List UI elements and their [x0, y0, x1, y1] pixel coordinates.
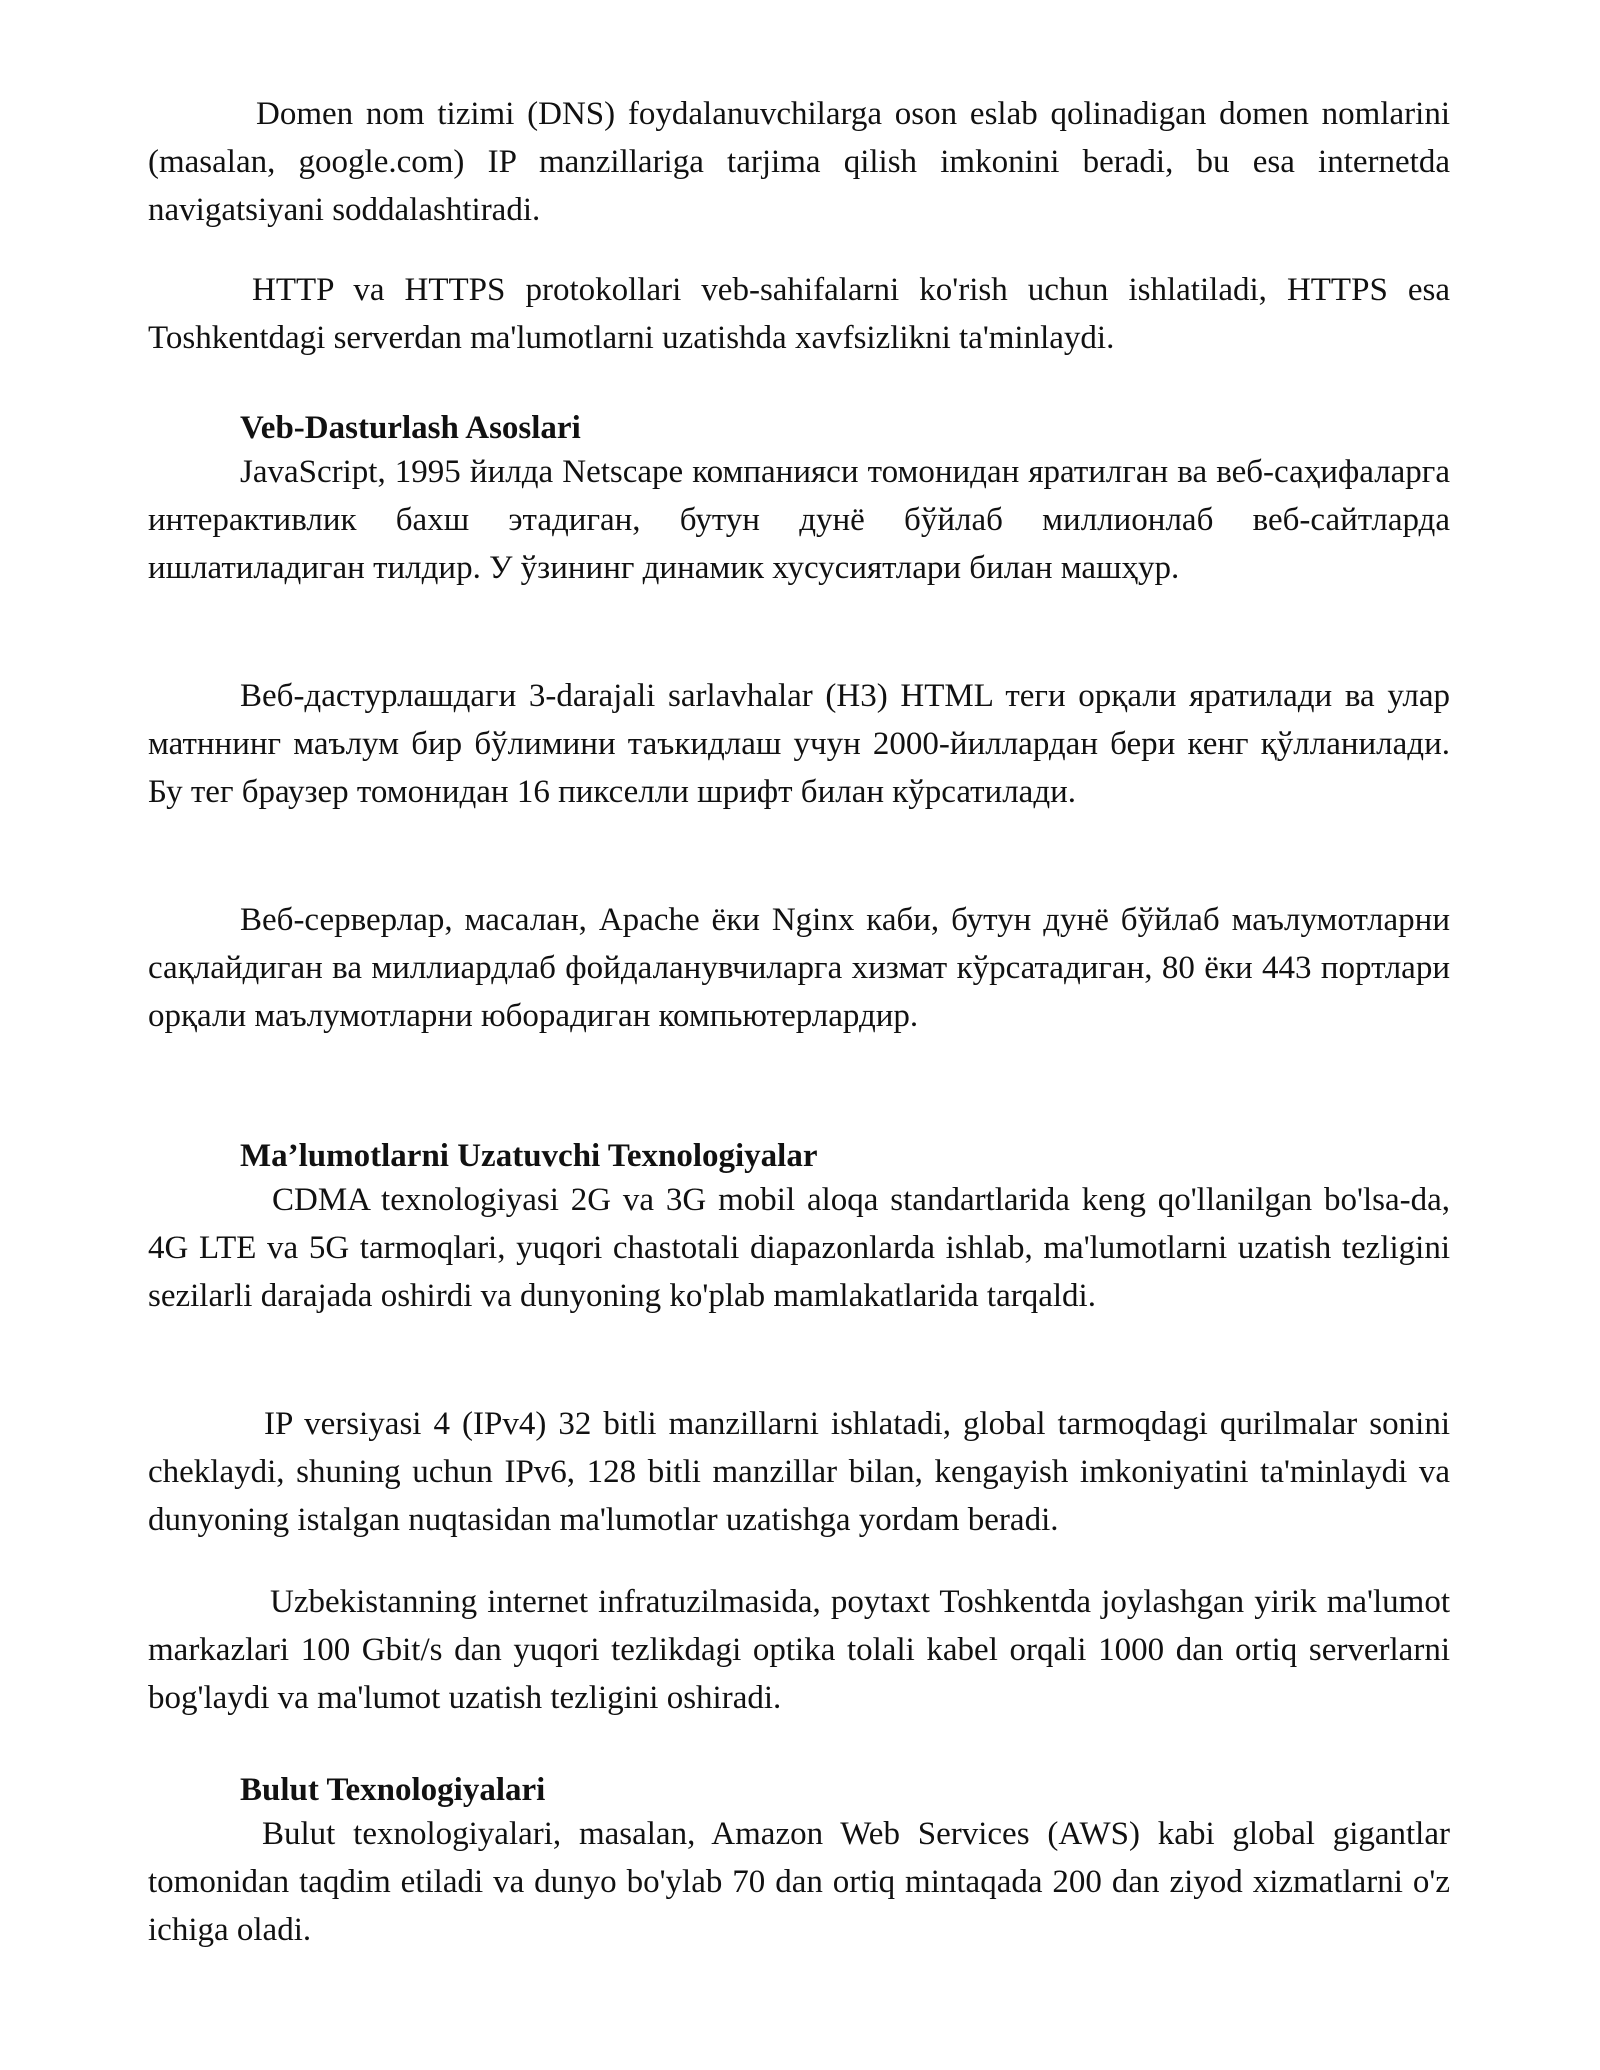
paragraph-web-servers: Веб-серверлар, масалан, Apache ёки Nginx каби, бутун дунё бўйлаб маълумотларни сақлайдиган ва миллиардлаб фойдаланувчиларга хизмат кўрсатадиган, 80 ёки 443 портлари орқали маълумотларни юборадиган компьютерлардир. — [148, 902, 1450, 1034]
heading-web-programming: Veb-Dasturlash Asoslari — [240, 410, 581, 446]
heading-cloud: Bulut Texnologiyalari — [240, 1772, 546, 1808]
paragraph-javascript: JavaScript, 1995 йилда Netscape компанияси томонидан яратилган ва веб-саҳифаларга интерактивлик бахш этадиган, бутун дунё бўйлаб миллионлаб веб-сайтларда ишлатиладиган тилдир. У ўзининг динамик хусусиятлари билан машҳур. — [148, 454, 1450, 586]
paragraph-cdma: CDMA texnologiyasi 2G va 3G mobil aloqa standartlarida keng qo'llanilgan bo'lsa-da, 4G LTE va 5G tarmoqlari, yuqori chastotali diapazonlarda ishlab, ma'lumotlarni uzatish tezligini sezilarli darajada oshirdi va dunyoning ko'plab mamlakatlarida tarqaldi. — [148, 1182, 1450, 1314]
paragraph-dns: Domen nom tizimi (DNS) foydalanuvchilarga oson eslab qolinadigan domen nomlarini (masalan, google.com) IP manzillariga tarjima qilish imkonini beradi, bu esa internetda navigatsiyani soddalashtiradi. — [148, 96, 1450, 228]
paragraph-ipv4: IP versiyasi 4 (IPv4) 32 bitli manzillarni ishlatadi, global tarmoqdagi qurilmalar sonini cheklaydi, shuning uchun IPv6, 128 bitli manzillar bilan, kengayish imkoniyatini ta'minlaydi va dunyoning istalgan nuqtasidan ma'lumotlar uzatishga yordam beradi. — [148, 1406, 1450, 1538]
heading-data-transfer: Ma’lumotlarni Uzatuvchi Texnologiyalar — [240, 1138, 818, 1174]
paragraph-uzbekistan-infrastructure: Uzbekistanning internet infratuzilmasida, poytaxt Toshkentda joylashgan yirik ma'lumot markazlari 100 Gbit/s dan yuqori tezlikdagi optika tolali kabel orqali 1000 dan ortiq serverlarni bog'laydi va ma'lumot uzatish tezligini oshiradi. — [148, 1584, 1450, 1716]
paragraph-cloud: Bulut texnologiyalari, masalan, Amazon Web Services (AWS) kabi global gigantlar tomonidan taqdim etiladi va dunyo bo'ylab 70 dan ortiq mintaqada 200 dan ziyod xizmatlarni o'z ichiga oladi. — [148, 1816, 1450, 1948]
paragraph-h3-tag: Веб-дастурлашдаги 3-darajali sarlavhalar (H3) HTML теги орқали яратилади ва улар матннинг маълум бир бўлимини таъкидлаш учун 2000-йиллардан бери кенг қўлланилади. Бу тег браузер томонидан 16 пикселли шрифт билан кўрсатилади. — [148, 678, 1450, 810]
paragraph-http-https: HTTP va HTTPS protokollari veb-sahifalarni ko'rish uchun ishlatiladi, HTTPS esa Toshkentdagi serverdan ma'lumotlarni uzatishda xavfsizlikni ta'minlaydi. — [148, 272, 1450, 356]
